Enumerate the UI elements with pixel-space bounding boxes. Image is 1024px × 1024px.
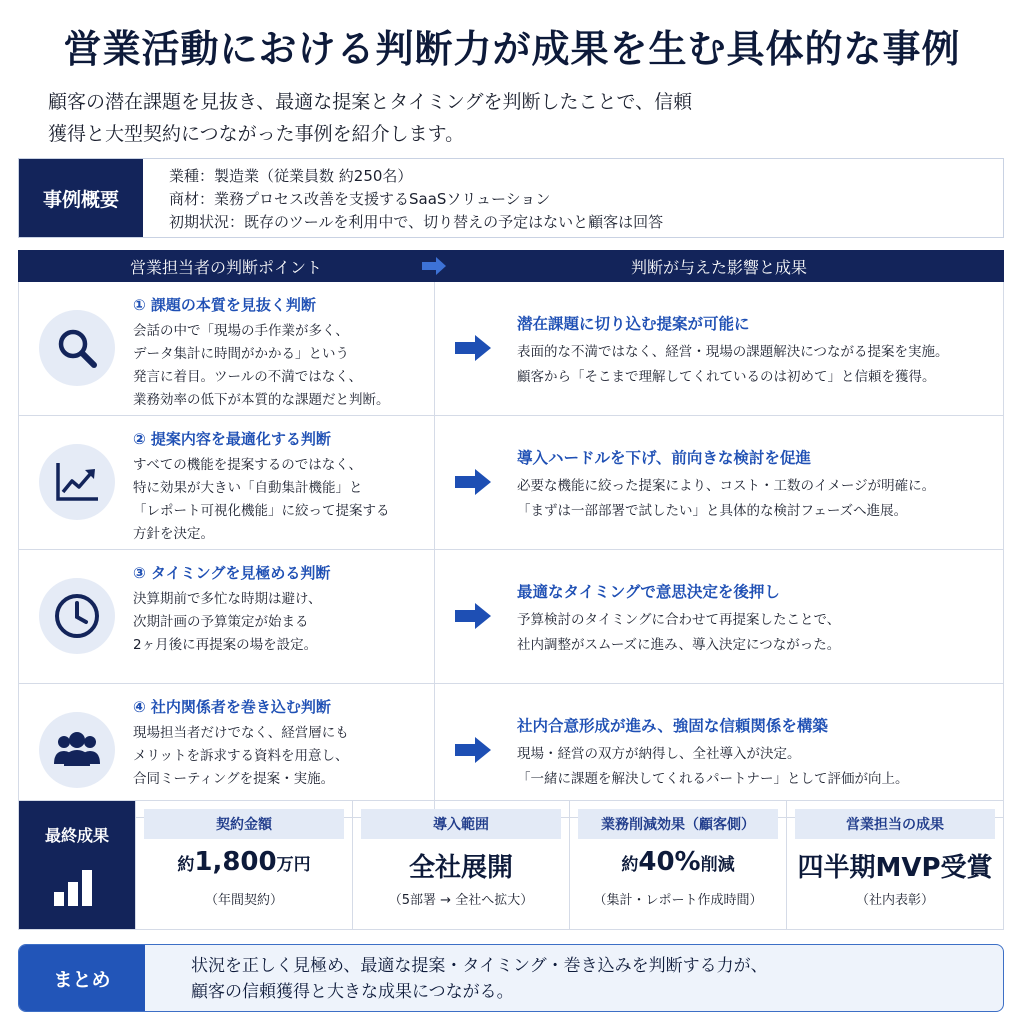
judgment-description: 会話の中で「現場の手作業が多く、 データ集計に時間がかかる」という 発言に着目。ツールの不満ではなく、 業務効率の低下が本質的な課題だと判断。 (133, 323, 390, 408)
table-row (18, 550, 1004, 684)
metric-contract-amount (135, 801, 352, 929)
metric-heading: 導入範囲 (361, 809, 561, 839)
overview-product: 商材：業務プロセス改善を支援するSaaSソリューション (169, 190, 551, 208)
clock-icon (39, 578, 115, 654)
judgment-cell (19, 416, 435, 549)
judgment-title: ③ タイミングを見極める判断 (133, 564, 331, 582)
summary-box (18, 944, 1004, 1012)
page-title: 営業活動における判断力が成果を生む具体的な事例 (63, 27, 961, 71)
case-overview (18, 158, 1004, 238)
summary-text: 状況を正しく見極め、最適な提案・タイミング・巻き込みを判断する力が、 顧客の信頼獲得と大きな成果につながる。 (191, 956, 768, 1002)
result-description: 表面的な不満ではなく、経営・現場の課題解決につながる提案を実施。 顧客から「そこまで理解してくれているのは初めて」と信頼を獲得。 (517, 344, 949, 385)
judgment-description: 現場担当者だけでなく、経営層にも メリットを訴求する資料を用意し、 合同ミーティングを提案・実施。 (133, 725, 349, 787)
table-row (18, 282, 1004, 416)
arrow-right-icon (453, 602, 493, 630)
arrow-right-icon (453, 468, 493, 496)
column-header-judgment: 営業担当者の判断ポイント (18, 250, 434, 282)
lead-line-2: 獲得と大型契約につながった事例を紹介します。 (48, 123, 465, 145)
metric-note: （集計・レポート作成時間） (593, 893, 763, 908)
result-description: 必要な機能に絞った提案により、コスト・工数のイメージが明確に。 「まずは一部部署で試したい」と具体的な検討フェーズへ進展。 (517, 478, 936, 519)
lead-line-1: 顧客の潜在課題を見抜き、最適な提案とタイミングを判断したことで、信頼 (48, 91, 693, 113)
final-results-title: 最終成果 (44, 826, 109, 845)
metric-heading: 契約金額 (144, 809, 344, 839)
judgment-description: 決算期前で多忙な時期は避け、 次期計画の予算策定が始まる 2ヶ月後に再提案の場を設定。 (133, 591, 322, 653)
overview-label: 事例概要 (19, 159, 143, 237)
judgment-title: ② 提案内容を最適化する判断 (133, 430, 331, 448)
search-icon (39, 310, 115, 386)
overview-body (143, 159, 663, 237)
metric-value: 全社展開 (408, 853, 513, 883)
column-header-result: 判断が与えた影響と成果 (434, 250, 1004, 282)
result-description: 現場・経営の双方が納得し、全社導入が決定。 「一緒に課題を解決してくれるパートナー」として評価が向上。 (517, 746, 909, 787)
metric-note: （社内表彰） (855, 893, 934, 908)
result-title: 最適なタイミングで意思決定を後押し (517, 583, 780, 601)
table-row (18, 684, 1004, 818)
result-cell (435, 684, 1003, 817)
metric-note: （5部署 → 全社へ拡大） (388, 893, 534, 908)
result-description: 予算検討のタイミングに合わせて再提案したことで、 社内調整がスムーズに進み、導入決定につながった。 (517, 612, 841, 653)
arrow-right-icon (414, 250, 454, 282)
bar-chart-icon (52, 866, 102, 906)
people-icon (39, 712, 115, 788)
judgment-cell (19, 282, 435, 415)
overview-initial-status: 初期状況：既存のツールを利用中で、切り替えの予定はないと顧客は回答 (169, 213, 664, 231)
result-title: 潜在課題に切り込む提案が可能に (517, 315, 750, 333)
chart-line-icon (39, 444, 115, 520)
metric-heading: 営業担当の成果 (795, 809, 995, 839)
judgment-cell (19, 550, 435, 683)
metric-note: （年間契約） (204, 893, 283, 908)
metric-heading: 業務削減効果（顧客側） (578, 809, 778, 839)
metric-workload-reduction (569, 801, 786, 929)
metric-sales-achievement (786, 801, 1003, 929)
result-cell (435, 282, 1003, 415)
arrow-right-icon (453, 736, 493, 764)
metric-deployment-scope (352, 801, 569, 929)
metric-value: 四半期MVP受賞 (797, 853, 993, 883)
result-cell (435, 550, 1003, 683)
metric-value: 約1,800万円 (177, 847, 311, 877)
result-title: 導入ハードルを下げ、前向きな検討を促進 (517, 449, 811, 467)
overview-industry: 業種：製造業（従業員数 約250名） (169, 167, 413, 185)
table-row (18, 416, 1004, 550)
judgment-cell (19, 684, 435, 817)
result-cell (435, 416, 1003, 549)
judgment-title: ① 課題の本質を見抜く判断 (133, 296, 316, 314)
summary-label: まとめ (19, 945, 145, 1011)
final-results (18, 800, 1004, 930)
judgment-title: ④ 社内関係者を巻き込む判断 (133, 698, 331, 716)
result-title: 社内合意形成が進み、強固な信頼関係を構築 (517, 717, 828, 735)
final-results-label (19, 801, 135, 929)
arrow-right-icon (453, 334, 493, 362)
judgment-description: すべての機能を提案するのではなく、 特に効果が大きい「自動集計機能」と 「レポート可視化機能」に絞って提案する 方針を決定。 (133, 457, 390, 542)
lead-text (48, 86, 708, 150)
metric-value: 約40%削減 (621, 847, 735, 877)
judgment-table (18, 282, 1004, 818)
